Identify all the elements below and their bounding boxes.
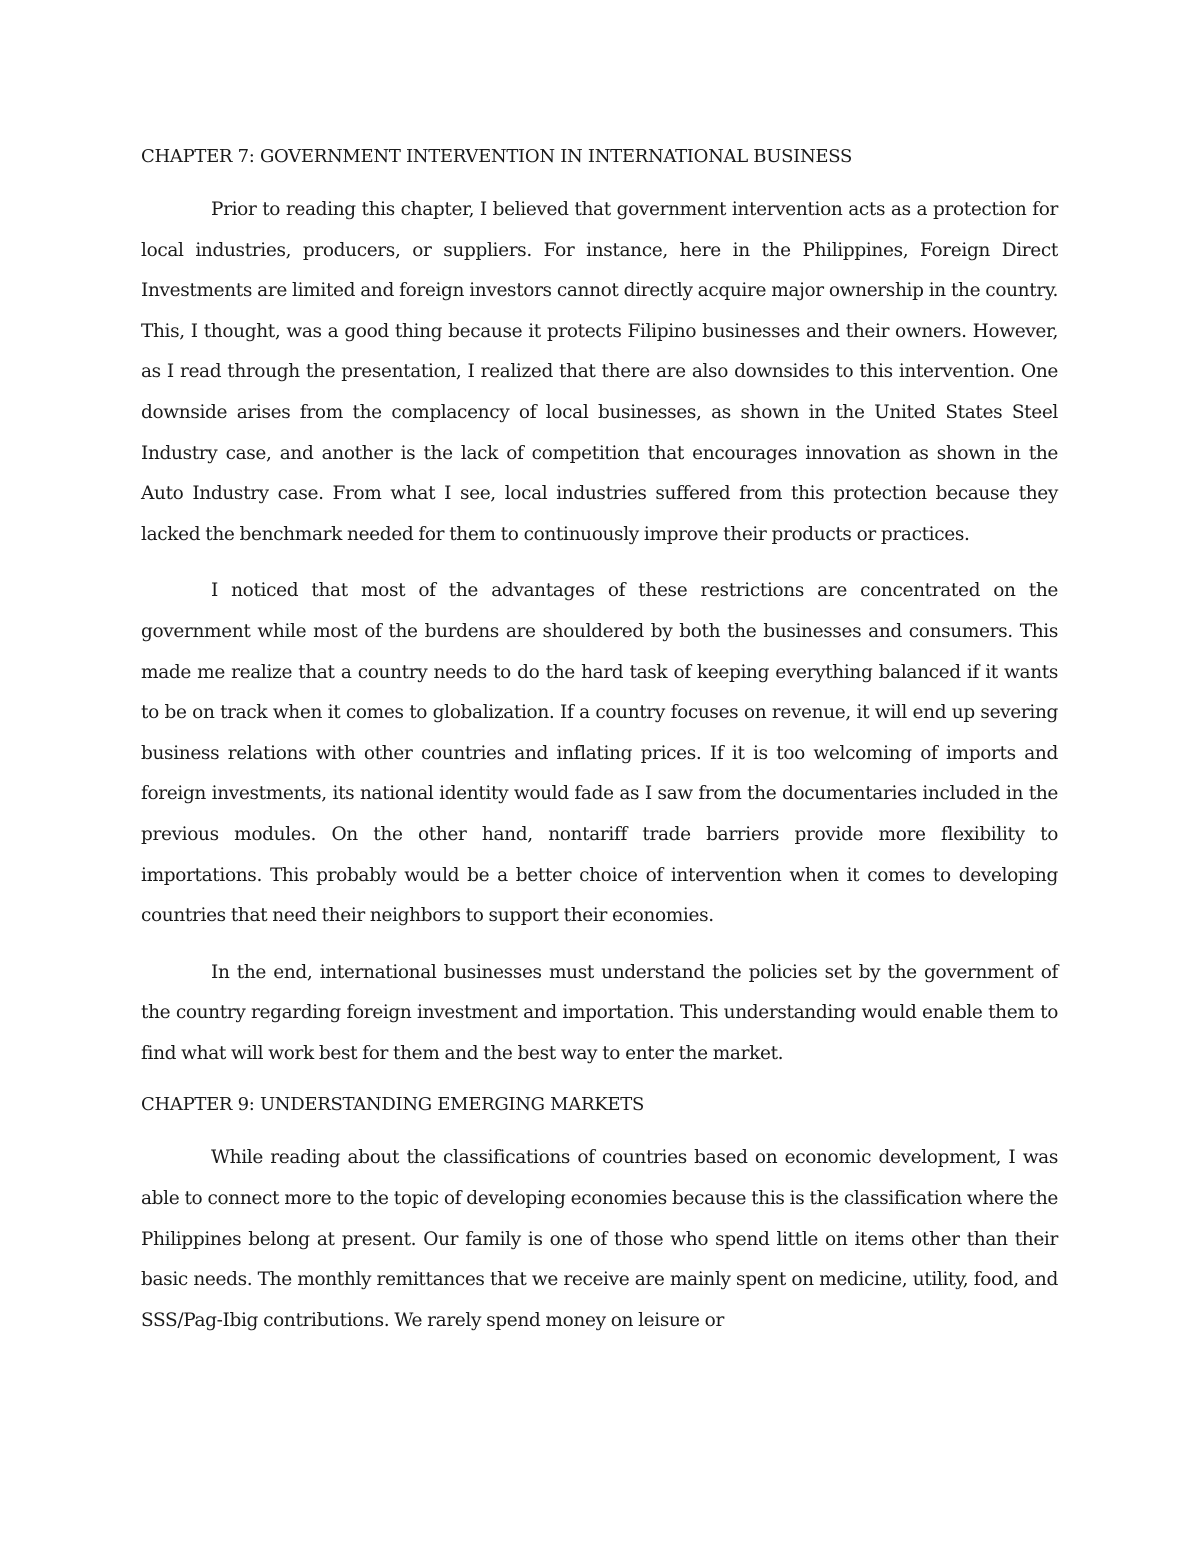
chapter-9-paragraph-1: While reading about the classifications of countries based on economic development, I was able to connect more to the topic of developing economies because this is the classification where the Philippines belong at present. Our family is one of those who spend little on items other than their basic needs. The monthly remittances that we receive are mainly spent on medicine, utility, food, and SSS/Pag-Ibig contributions. We rarely spend money on leisure or [141,1147,1058,1331]
chapter-7-paragraph-1: Prior to reading this chapter, I believed that government intervention acts as a protection for local industries, producers, or suppliers. For instance, here in the Philippines, Foreign Direct Investments are limited and foreign investors cannot directly acquire major ownership in the country. This, I thought, was a good thing because it protects Filipino businesses and their owners. However, as I read through the presentation, I realized that there are also downsides to this intervention. One downside arises from the complacency of local businesses, as shown in the United States Steel Industry case, and another is the lack of competition that encourages innovation as shown in the Auto Industry case. From what I see, local industries suffered from this protection because they lacked the benchmark needed for them to continuously improve their products or practices. [141,199,1058,545]
chapter-9-heading: CHAPTER 9: UNDERSTANDING EMERGING MARKETS [141,1094,644,1116]
chapter-7-paragraph-3: In the end, international businesses must understand the policies set by the government of the country regarding foreign investment and importation. This understanding would enable them to find what will work best for them and the best way to enter the market. [141,961,1058,1064]
chapter-7-paragraph-2: I noticed that most of the advantages of these restrictions are concentrated on the government while most of the burdens are shouldered by both the businesses and consumers. This made me realize that a country needs to do the hard task of keeping everything balanced if it wants to be on track when it comes to globalization. If a country focuses on revenue, it will end up severing business relations with other countries and inflating prices. If it is too welcoming of imports and foreign investments, its national identity would fade as I saw from the documentaries included in the previous modules. On the other hand, nontariff trade barriers provide more flexibility to importations. This probably would be a better choice of intervention when it comes to developing countries that need their neighbors to support their economies. [141,580,1058,927]
chapter-7-heading: CHAPTER 7: GOVERNMENT INTERVENTION IN INTERNATIONAL BUSINESS [141,146,852,167]
document-page [141,142,1058,1357]
